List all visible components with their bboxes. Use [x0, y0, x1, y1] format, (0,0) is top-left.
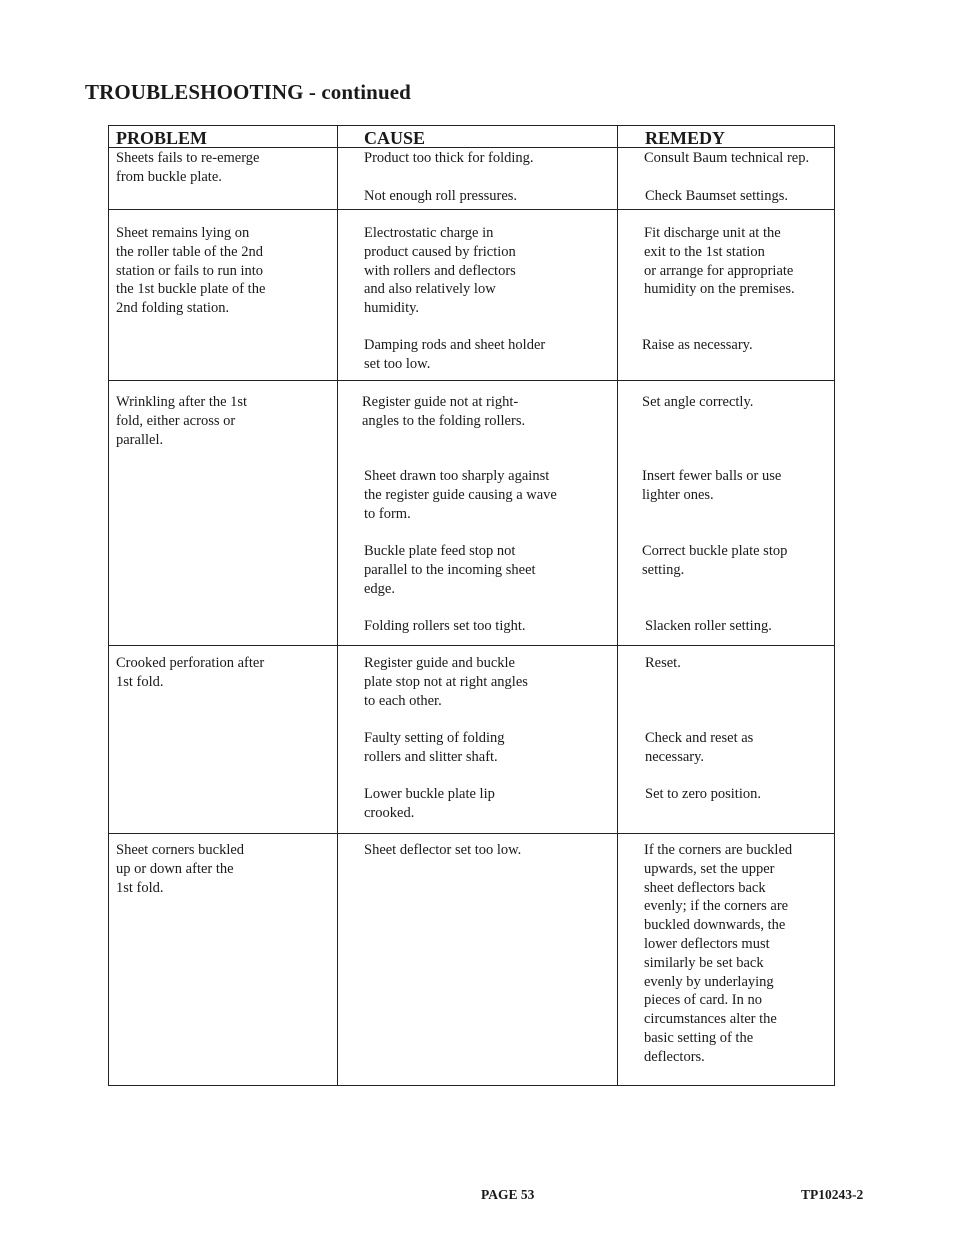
cause-cell: Register guide and buckle plate stop not at right angles to each other. — [364, 655, 528, 709]
troubleshooting-table — [108, 125, 835, 1086]
column-divider — [337, 126, 338, 1085]
problem-cell: Sheet corners buckled up or down after the 1st fold. — [116, 842, 245, 896]
remedy-cell: Set angle correctly. — [642, 394, 754, 410]
remedy-cell: Fit discharge unit at the exit to the 1st station or arrange for appropriate humidity on the premises. — [644, 225, 795, 298]
remedy-cell: Slacken roller setting. — [645, 618, 772, 634]
row-divider — [109, 380, 834, 381]
header-remedy: REMEDY — [645, 128, 725, 148]
page-title: TROUBLESHOOTING - continued — [85, 80, 411, 104]
column-divider — [617, 126, 618, 1085]
row-divider — [109, 645, 834, 646]
cause-cell: Lower buckle plate lip crooked. — [364, 786, 495, 821]
page-number: PAGE 53 — [481, 1187, 535, 1202]
remedy-cell: Correct buckle plate stop setting. — [642, 543, 788, 578]
header-cause: CAUSE — [364, 128, 426, 148]
remedy-cell: If the corners are buckled upwards, set the upper sheet deflectors back evenly; if the corners are buckled downwards, the lower deflectors must similarly be set back evenly by underlaying pieces of card. In no circumstances alter the basic setting of the deflectors. — [644, 842, 793, 1065]
problem-cell: Crooked perforation after 1st fold. — [116, 655, 265, 690]
header-divider — [109, 147, 834, 148]
problem-cell: Wrinkling after the 1st fold, either across or parallel. — [116, 394, 248, 448]
remedy-cell: Set to zero position. — [645, 786, 761, 802]
cause-cell: Sheet drawn too sharply against the register guide causing a wave to form. — [364, 468, 557, 522]
cause-cell: Product too thick for folding. — [364, 150, 534, 166]
cause-cell: Electrostatic charge in product caused by friction with rollers and deflectors and also relatively low humidity. — [364, 225, 516, 317]
cause-cell: Damping rods and sheet holder set too low. — [364, 337, 546, 372]
remedy-cell: Check and reset as necessary. — [645, 730, 754, 765]
cause-cell: Buckle plate feed stop not parallel to the incoming sheet edge. — [364, 543, 536, 597]
remedy-cell: Check Baumset settings. — [645, 188, 788, 204]
cause-cell: Folding rollers set too tight. — [364, 618, 526, 634]
cause-cell: Faulty setting of folding rollers and slitter shaft. — [364, 730, 505, 765]
cause-cell: Register guide not at right- angles to the folding rollers. — [362, 394, 526, 429]
remedy-cell: Raise as necessary. — [642, 337, 753, 353]
row-divider — [109, 209, 834, 210]
cause-cell: Sheet deflector set too low. — [364, 842, 522, 858]
document-id: TP10243-2 — [801, 1187, 864, 1202]
row-divider — [109, 833, 834, 834]
remedy-cell: Consult Baum technical rep. — [644, 150, 810, 166]
remedy-cell: Insert fewer balls or use lighter ones. — [642, 468, 782, 503]
header-problem: PROBLEM — [116, 128, 208, 148]
problem-cell: Sheets fails to re-emerge from buckle plate. — [116, 150, 260, 185]
problem-cell: Sheet remains lying on the roller table of the 2nd station or fails to run into the 1st buckle plate of the 2nd folding station. — [116, 225, 266, 317]
cause-cell: Not enough roll pressures. — [364, 188, 518, 204]
remedy-cell: Reset. — [645, 655, 681, 671]
